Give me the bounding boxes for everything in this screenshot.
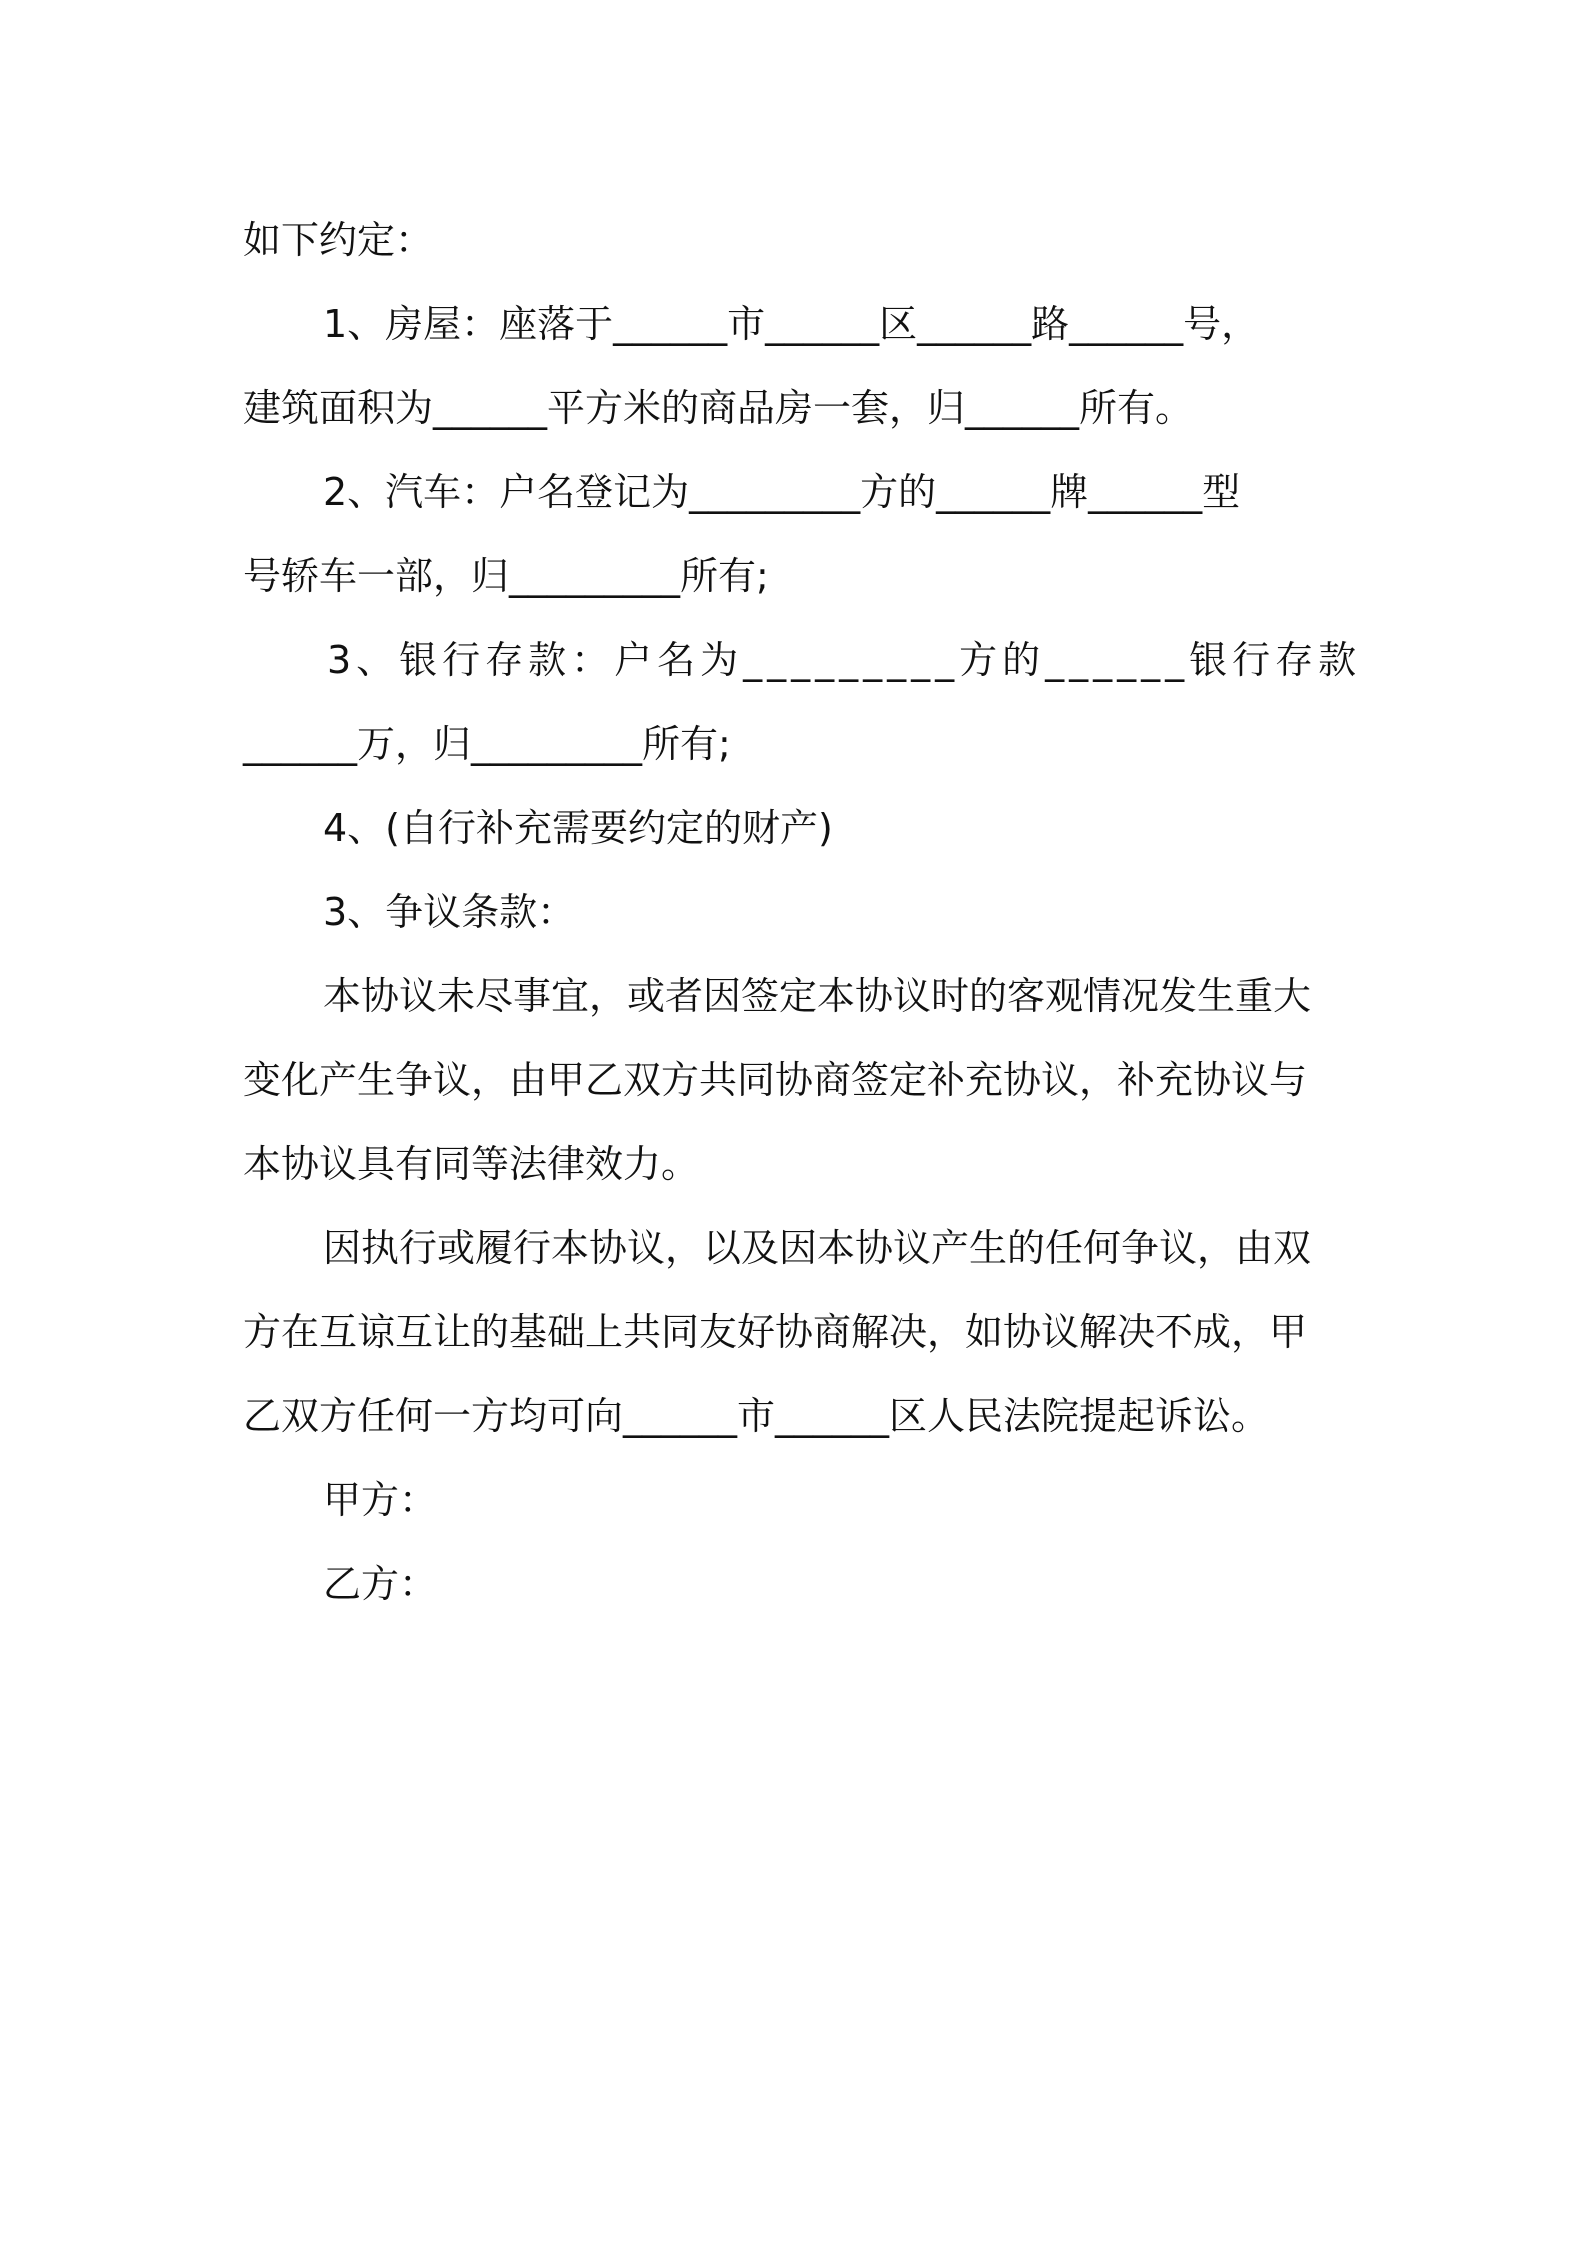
dispute-paragraph-2-line-3: 乙双方任何一方均可向______市______区人民法院提起诉讼。	[243, 1394, 1270, 1438]
party-b-signature-label: 乙方：	[323, 1562, 438, 1606]
car-clause-line-2: 号轿车一部，归_________所有;	[243, 554, 769, 598]
dispute-paragraph-1-line-1: 本协议未尽事宜，或者因签定本协议时的客观情况发生重大	[323, 974, 1312, 1018]
dispute-paragraph-1-line-2: 变化产生争议，由甲乙双方共同协商签定补充协议，补充协议与	[243, 1058, 1308, 1102]
house-clause-line-2: 建筑面积为______平方米的商品房一套，归______所有。	[243, 386, 1194, 430]
document-body	[243, 198, 1362, 1626]
intro-text: 如下约定：	[243, 218, 434, 262]
car-clause-line-1: 2、汽车：户名登记为_________方的______牌______型	[323, 470, 1241, 514]
dispute-paragraph-2-line-2: 方在互谅互让的基础上共同友好协商解决，如协议解决不成，甲	[243, 1310, 1308, 1354]
dispute-paragraph-2-line-1: 因执行或履行本协议，以及因本协议产生的任何争议，由双	[323, 1226, 1312, 1270]
bank-clause-line-2: ______万，归_________所有;	[243, 722, 731, 766]
dispute-paragraph-1-line-3: 本协议具有同等法律效力。	[243, 1142, 700, 1186]
house-clause-line-1: 1、房屋：座落于______市______区______路______号，	[323, 302, 1260, 346]
other-property-clause: 4、(自行补充需要约定的财产)	[323, 806, 833, 850]
bank-clause-line-1: 3、银行存款：户名为_________方的______银行存款	[327, 638, 1362, 682]
party-a-signature-label: 甲方：	[323, 1478, 438, 1522]
dispute-heading: 3、争议条款：	[323, 890, 576, 934]
